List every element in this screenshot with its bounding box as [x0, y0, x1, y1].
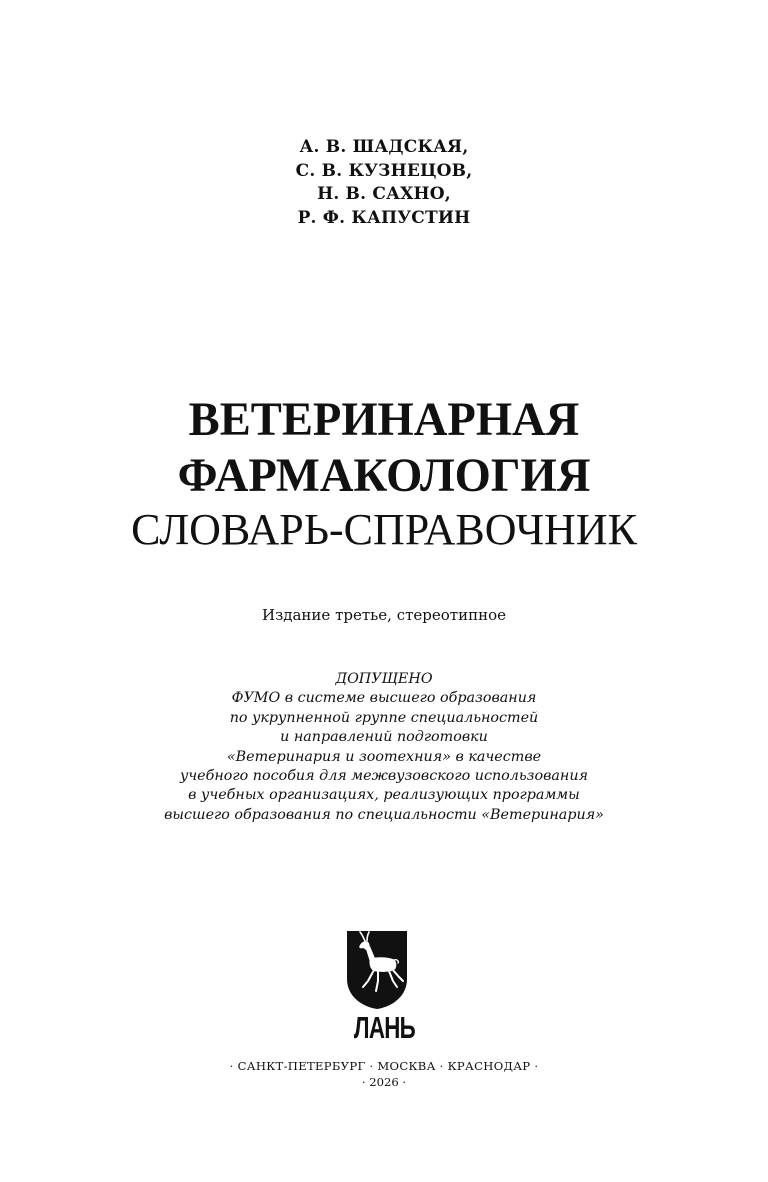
approval-line: «Ветеринария и зоотехния» в качестве [226, 748, 542, 765]
edition-note: Издание третье, стереотипное [261, 606, 507, 624]
authors-block [0, 136, 768, 230]
author-name: А. В. ШАДСКАЯ, [299, 137, 469, 157]
approval-line: ФУМО в системе высшего образования [231, 690, 537, 707]
author-name: Н. В. САХНО, [317, 184, 451, 204]
approval-line: по укрупненной группе специальностей [229, 709, 539, 726]
publisher-cities: · САНКТ-ПЕТЕРБУРГ · МОСКВА · КРАСНОДАР · [229, 1059, 539, 1073]
publication-year: · 2026 · [361, 1075, 407, 1089]
approval-stamp [0, 670, 768, 825]
deer-shield-icon [345, 929, 409, 1011]
approval-heading: ДОПУЩЕНО [335, 671, 433, 687]
approval-line: высшего образования по специальности «Ветеринария» [164, 806, 604, 823]
approval-line: и направлений подготовки [280, 729, 488, 746]
approval-line: в учебных организациях, реализующих программы [188, 787, 580, 804]
author-name: С. В. КУЗНЕЦОВ, [295, 160, 473, 181]
book-title [0, 392, 768, 556]
approval-line: учебного пособия для межвузовского использования [179, 768, 589, 785]
author-name: Р. Ф. КАПУСТИН [297, 207, 471, 228]
publisher-logo-text: ЛАНЬ [353, 1010, 415, 1045]
title-line-2: ФАРМАКОЛОГИЯ [177, 449, 591, 502]
book-subtitle: СЛОВАРЬ-СПРАВОЧНИК [131, 505, 637, 554]
title-line-1: ВЕТЕРИНАРНАЯ [188, 393, 580, 446]
